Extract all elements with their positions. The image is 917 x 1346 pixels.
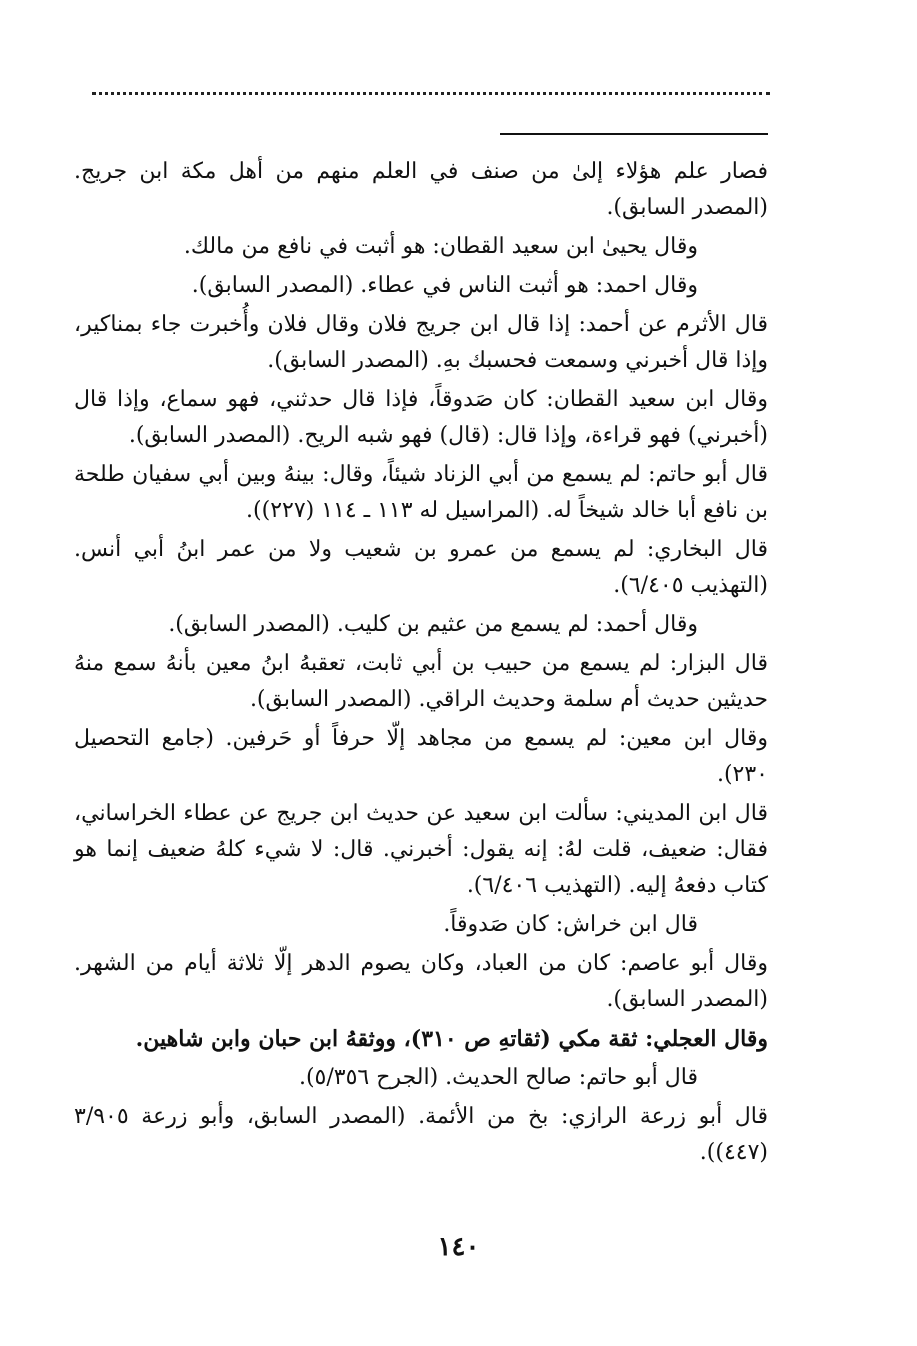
paragraph: قال البزار: لم يسمع من حبيب بن أبي ثابت، تعقبهُ ابنُ معين بأنهُ سمع منهُ حديثين حديث أم سلمة وحديث الراقي. (المصدر السابق).	[74, 651, 768, 712]
paragraph: قال أبو حاتم: لم يسمع من أبي الزناد شيئاً، وقال: بينهُ وبين أبي سفيان طلحة بن نافع أبا خالد شيخاً له. (المراسيل له ١١٣ ـ ١١٤ (٢٢٧)).	[74, 462, 768, 523]
dotted-separator	[92, 92, 770, 95]
paragraph: قال البخاري: لم يسمع من عمرو بن شعيب ولا من عمر ابنُ أبي أنس. (التهذيب ٦/٤٠٥).	[74, 537, 768, 598]
paragraph: وقال أبو عاصم: كان من العباد، وكان يصوم الدهر إلّا ثلاثة أيام من الشهر. (المصدر السابق).	[74, 951, 768, 1012]
paragraph: قال أبو زرعة الرازي: بخ من الأئمة. (المصدر السابق، وأبو زرعة ٣/٩٠٥ (٤٤٧)).	[74, 1104, 769, 1165]
paragraph: وقال احمد: هو أثبت الناس في عطاء. (المصدر السابق).	[191, 273, 698, 298]
paragraph: وقال ابن سعيد القطان: كان صَدوقاً، فإذا قال حدثني، فهو سماع، وإذا قال (أخبرني) فهو قراءة، وإذا قال: (قال) فهو شبه الريح. (المصدر السابق).	[74, 387, 768, 448]
paragraph: وقال ابن معين: لم يسمع من مجاهد إلّا حرفاً أو حَرفين. (جامع التحصيل ٢٣٠).	[74, 726, 768, 787]
paragraph: وقال أحمد: لم يسمع من عثيم بن كليب. (المصدر السابق).	[168, 612, 698, 637]
paragraph: قال أبو حاتم: صالح الحديث. (الجرح ٥/٣٥٦).	[298, 1065, 698, 1090]
paragraph: وقال العجلي: ثقة مكي (ثقاتهِ ص ٣١٠)، ووثقهُ ابن حبان وابن شاهين.	[135, 1026, 768, 1052]
paragraph: فصار علم هؤلاء إلىٰ من صنف في العلم منهم من أهل مكة ابن جريج. (المصدر السابق).	[74, 159, 768, 220]
paragraph: قال ابن خراش: كان صَدوقاً.	[443, 912, 698, 937]
paragraph: وقال يحيىٰ ابن سعيد القطان: هو أثبت في نافع من مالك.	[183, 234, 698, 259]
page-number: ١٤٠	[437, 1232, 480, 1262]
page-body	[74, 154, 768, 1174]
paragraph: قال الأثرم عن أحمد: إذا قال ابن جريج فلان وقال فلان وأُخبرت جاء بمناكير، وإذا قال أخبرني وسمعت فحسبك بهِ. (المصدر السابق).	[74, 312, 768, 373]
paragraph: قال ابن المديني: سألت ابن سعيد عن حديث ابن جريج عن عطاء الخراساني، فقال: ضعيف، قلت لهُ: إنه يقول: أخبرني. قال: لا شيء كلهُ ضعيف إنما هو كتاب دفعهُ إليه. (التهذيب ٦/٤٠٦).	[74, 801, 768, 898]
header-rule	[500, 133, 768, 135]
